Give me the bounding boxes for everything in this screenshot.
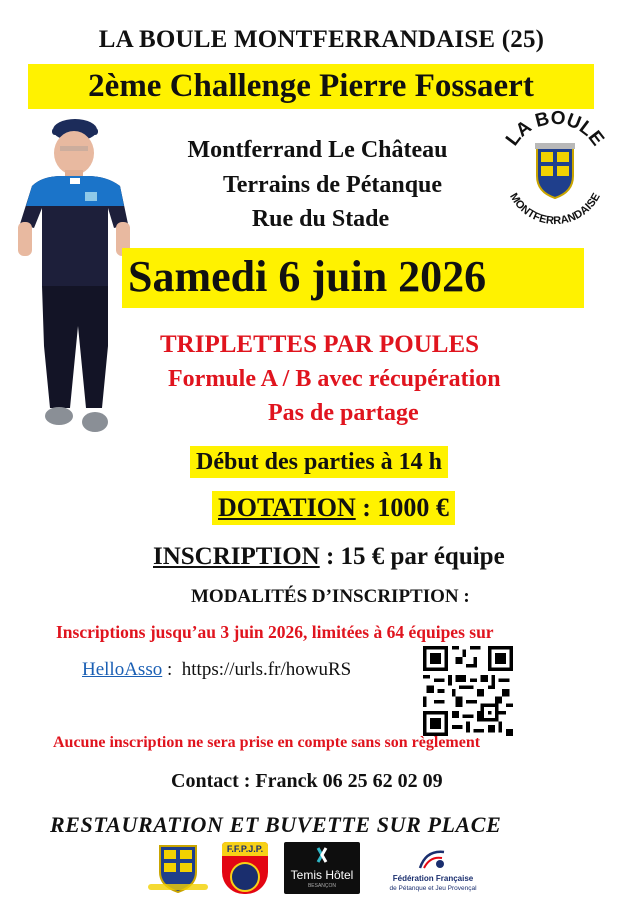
registration-fee-line xyxy=(153,543,505,571)
ffpjp-label: F.F.P.J.P. xyxy=(222,842,268,856)
federation-line2: de Pétanque et Jeu Provençal xyxy=(389,885,477,892)
prize-value: : 1000 € xyxy=(355,493,449,522)
prize-label: DOTATION xyxy=(218,493,356,522)
hotel-mark-icon xyxy=(312,846,332,864)
registration-value: : 15 € par équipe xyxy=(319,543,505,570)
club-badge-logo xyxy=(142,842,214,894)
helloasso-url[interactable]: https://urls.fr/howuRS xyxy=(181,659,352,680)
qr-code[interactable] xyxy=(423,646,513,736)
hotel-city: BESANÇON xyxy=(307,883,337,889)
player-photo xyxy=(12,116,134,446)
contact-line: Contact : Franck 06 25 62 02 09 xyxy=(171,770,443,792)
format-triplettes: TRIPLETTES PAR POULES xyxy=(160,331,480,358)
svg-text:LA BOULE: LA BOULE xyxy=(502,108,608,150)
format-formula: Formule A / B avec récupération xyxy=(168,366,501,392)
venue-street: Rue du Stade xyxy=(251,206,390,232)
registration-modalities-title: MODALITÉS D’INSCRIPTION : xyxy=(191,586,470,607)
registration-label: INSCRIPTION xyxy=(153,543,320,570)
helloasso-link[interactable]: HelloAsso xyxy=(82,659,163,680)
format-no-sharing: Pas de partage xyxy=(268,400,419,426)
catering-note: RESTAURATION ET BUVETTE SUR PLACE xyxy=(50,812,502,837)
helloasso-separator: : xyxy=(162,659,182,680)
prize-line xyxy=(212,491,455,525)
venue-place: Terrains de Pétanque xyxy=(222,172,443,198)
venue-town: Montferrand Le Château xyxy=(187,137,448,163)
federation-line1: Fédération Française xyxy=(392,874,474,883)
challenge-title: 2ème Challenge Pierre Fossaert xyxy=(28,64,594,109)
svg-text:MONTFERRANDAISE: MONTFERRANDAISE xyxy=(507,191,603,228)
temis-hotel-logo xyxy=(284,842,360,894)
start-time: Début des parties à 14 h xyxy=(190,446,448,478)
helloasso-line xyxy=(82,659,351,681)
club-logo xyxy=(495,108,615,228)
club-header: LA BOULE MONTFERRANDAISE (25) xyxy=(98,26,545,53)
hotel-name: Temis Hôtel xyxy=(290,868,354,882)
registration-deadline: Inscriptions jusqu’au 3 juin 2026, limitées à 64 équipes sur xyxy=(56,622,494,642)
event-date: Samedi 6 juin 2026 xyxy=(122,248,584,308)
ffpjp-logo xyxy=(222,842,268,894)
federation-logo xyxy=(378,848,488,898)
federation-emblem-icon xyxy=(416,848,448,870)
registration-warning: Aucune inscription ne sera prise en compte sans son règlement xyxy=(53,734,481,751)
